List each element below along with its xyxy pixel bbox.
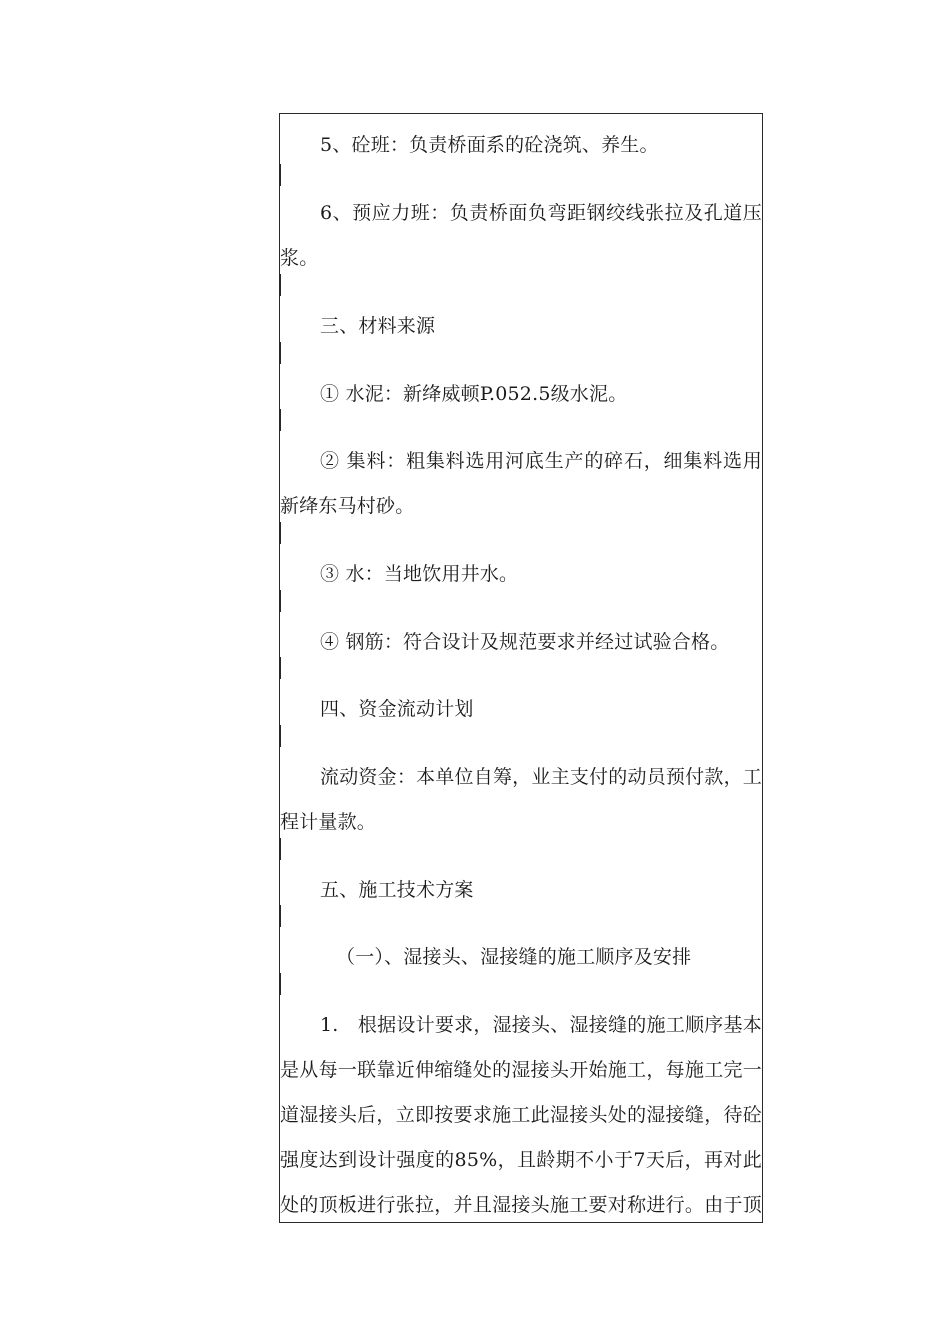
list-item-water: ③ 水：当地饮用井水。	[320, 563, 519, 585]
frame-mark	[279, 522, 281, 544]
document-frame	[279, 113, 763, 1223]
section-heading-funding: 四、资金流动计划	[320, 698, 474, 720]
subsection-heading-wet-joints: （一）、湿接头、湿接缝的施工顺序及安排	[336, 946, 692, 968]
frame-mark	[279, 590, 281, 612]
list-item-rebar: ④ 钢筋：符合设计及规范要求并经过试验合格。	[320, 631, 730, 653]
frame-mark	[279, 274, 281, 296]
paragraph-prestress-team-cont: 浆。	[280, 247, 319, 269]
frame-mark	[279, 657, 281, 679]
list-item-cement: ① 水泥：新绛威顿P.052.5级水泥。	[320, 383, 628, 405]
frame-mark	[279, 342, 281, 364]
section-heading-materials: 三、材料来源	[320, 315, 436, 337]
section-heading-technical-plan: 五、施工技术方案	[320, 879, 474, 901]
paragraph-construction-sequence-line3: 道湿接头后，立即按要求施工此湿接头处的湿接缝，待砼	[280, 1104, 762, 1126]
frame-mark	[279, 905, 281, 927]
paragraph-working-capital: 流动资金：本单位自筹，业主支付的动员预付款，工	[320, 766, 762, 788]
frame-mark	[279, 409, 281, 431]
paragraph-construction-sequence-line5: 处的顶板进行张拉，并且湿接头施工要对称进行。由于顶	[280, 1194, 762, 1216]
paragraph-concrete-team: 5、砼班：负责桥面系的砼浇筑、养生。	[320, 134, 659, 156]
frame-mark	[279, 164, 281, 186]
paragraph-construction-sequence: 1. 根据设计要求，湿接头、湿接缝的施工顺序基本	[320, 1014, 762, 1036]
paragraph-working-capital-cont: 程计量款。	[280, 811, 377, 833]
paragraph-prestress-team: 6、预应力班：负责桥面负弯距钢绞线张拉及孔道压	[320, 202, 762, 224]
list-item-aggregate-cont: 新绛东马村砂。	[280, 495, 415, 517]
paragraph-construction-sequence-line2: 是从每一联靠近伸缩缝处的湿接头开始施工，每施工完一	[280, 1059, 762, 1081]
frame-mark	[279, 973, 281, 995]
frame-mark	[279, 725, 281, 747]
list-item-aggregate: ② 集料：粗集料选用河底生产的碎石，细集料选用	[320, 450, 762, 472]
paragraph-construction-sequence-line4: 强度达到设计强度的85%，且龄期不小于7天后，再对此	[280, 1149, 762, 1171]
frame-mark	[279, 838, 281, 860]
